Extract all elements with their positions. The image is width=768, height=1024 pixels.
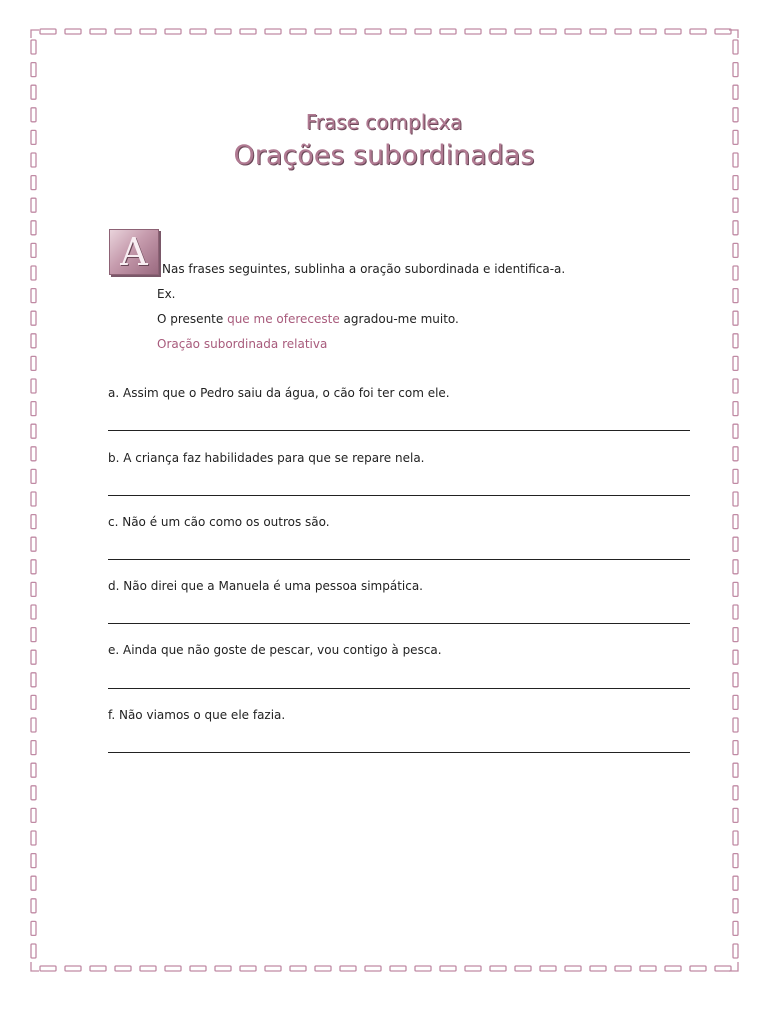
- border-segment: [290, 966, 306, 971]
- border-segment: [190, 29, 206, 34]
- border-segment: [733, 198, 738, 212]
- border-segment: [665, 966, 681, 971]
- border-segment: [315, 966, 331, 971]
- item-f: f. Não viamos o que ele fazia.: [108, 708, 286, 722]
- border-segment: [733, 63, 738, 77]
- border-segment: [640, 966, 656, 971]
- border-segment: [733, 831, 738, 845]
- border-segment: [31, 537, 36, 551]
- border-segment: [733, 266, 738, 280]
- border-segment: [31, 492, 36, 506]
- example-before: O presente: [157, 312, 228, 326]
- border-segment: [265, 29, 281, 34]
- border-segment: [190, 966, 206, 971]
- border-segment: [733, 356, 738, 370]
- item-c: c. Não é um cão como os outros são.: [108, 515, 330, 529]
- answer-line-e[interactable]: [108, 688, 690, 689]
- border-segment: [640, 29, 656, 34]
- item-a: a. Assim que o Pedro saiu da água, o cão foi ter com ele.: [108, 386, 450, 400]
- border-segment: [31, 718, 36, 732]
- border-segment: [31, 673, 36, 687]
- border-segment: [733, 243, 738, 257]
- border-segment: [733, 492, 738, 506]
- border-segment: [31, 402, 36, 416]
- border-segment: [315, 29, 331, 34]
- border-segment: [540, 29, 556, 34]
- border-segment: [240, 29, 256, 34]
- border-segment: [31, 786, 36, 800]
- border-segment: [733, 469, 738, 483]
- border-segment: [31, 63, 36, 77]
- item-e: e. Ainda que não goste de pescar, vou contigo à pesca.: [108, 643, 442, 657]
- border-segment: [31, 424, 36, 438]
- border-segment: [90, 29, 106, 34]
- border-segment: [590, 29, 606, 34]
- border-segment: [733, 650, 738, 664]
- answer-line-f[interactable]: [108, 752, 690, 753]
- border-segment: [733, 741, 738, 755]
- border-segment: [733, 334, 738, 348]
- border-segment: [240, 966, 256, 971]
- border-segment: [715, 966, 731, 971]
- border-segment: [65, 966, 81, 971]
- border-segment: [733, 221, 738, 235]
- border-segment: [733, 537, 738, 551]
- border-segment: [31, 831, 36, 845]
- border-segment: [465, 29, 481, 34]
- answer-line-a[interactable]: [108, 430, 690, 431]
- border-segment: [31, 334, 36, 348]
- border-segment: [31, 899, 36, 913]
- worksheet-title: Frase complexa: [305, 110, 463, 134]
- border-segment: [540, 966, 556, 971]
- border-segment: [733, 763, 738, 777]
- border-segment: [733, 424, 738, 438]
- border-segment: [590, 966, 606, 971]
- border-segment: [31, 289, 36, 303]
- border-segment: [31, 198, 36, 212]
- border-segment: [365, 29, 381, 34]
- border-segment: [665, 29, 681, 34]
- border-segment: [31, 356, 36, 370]
- answer-line-c[interactable]: [108, 559, 690, 560]
- border-segment: [733, 628, 738, 642]
- border-segment: [515, 29, 531, 34]
- border-segment: [31, 311, 36, 325]
- border-segment: [733, 560, 738, 574]
- border-corners: [31, 30, 738, 971]
- border-segment: [733, 695, 738, 709]
- border-segment: [733, 899, 738, 913]
- example-sentence: [157, 312, 459, 326]
- border-segment: [140, 966, 156, 971]
- border-segment: [31, 628, 36, 642]
- dropcap-ornament: [109, 229, 159, 275]
- border-segment: [165, 29, 181, 34]
- border-segment: [31, 85, 36, 99]
- example-answer: Oração subordinada relativa: [157, 337, 328, 351]
- border-segment: [565, 29, 581, 34]
- border-segment: [31, 221, 36, 235]
- border-segment: [31, 176, 36, 190]
- border-segment: [31, 266, 36, 280]
- example-label: Ex.: [157, 287, 176, 301]
- item-d: d. Não direi que a Manuela é uma pessoa simpática.: [108, 579, 423, 593]
- example-highlight: que me ofereceste: [227, 312, 340, 326]
- border-segment: [515, 966, 531, 971]
- border-segment: [690, 966, 706, 971]
- border-segment: [31, 763, 36, 777]
- border-segment: [31, 582, 36, 596]
- worksheet-subtitle: Orações subordinadas: [233, 140, 535, 171]
- border-segment: [733, 402, 738, 416]
- border-segment: [733, 673, 738, 687]
- border-segment: [31, 447, 36, 461]
- border-segment: [215, 966, 231, 971]
- border-segment: [415, 966, 431, 971]
- border-segment: [733, 176, 738, 190]
- border-segment: [115, 966, 131, 971]
- border-segment: [31, 921, 36, 935]
- border-segment: [390, 29, 406, 34]
- border-segment: [31, 515, 36, 529]
- border-segment: [390, 966, 406, 971]
- border-segment: [615, 29, 631, 34]
- border-segment: [215, 29, 231, 34]
- border-segment: [733, 85, 738, 99]
- border-segment: [340, 966, 356, 971]
- answer-line-b[interactable]: [108, 495, 690, 496]
- border-segment: [165, 966, 181, 971]
- example-after: agradou-me muito.: [339, 312, 459, 326]
- border-segment: [733, 582, 738, 596]
- border-segment: [733, 447, 738, 461]
- border-segment: [490, 966, 506, 971]
- instruction-text: Nas frases seguintes, sublinha a oração subordinada e identifica-a.: [162, 262, 566, 276]
- border-segment: [31, 876, 36, 890]
- border-segment: [733, 921, 738, 935]
- border-segment: [440, 29, 456, 34]
- border-segment: [733, 289, 738, 303]
- border-segment: [490, 29, 506, 34]
- border-segment: [565, 966, 581, 971]
- border-segment: [31, 560, 36, 574]
- border-segment: [31, 808, 36, 822]
- border-segment: [31, 650, 36, 664]
- border-segment: [733, 786, 738, 800]
- border-segment: [733, 605, 738, 619]
- border-segment: [31, 854, 36, 868]
- border-segment: [31, 741, 36, 755]
- border-segment: [733, 808, 738, 822]
- border-segment: [733, 944, 738, 958]
- border-segment: [340, 29, 356, 34]
- border-segment: [115, 29, 131, 34]
- border-segment: [365, 966, 381, 971]
- border-segment: [715, 29, 731, 34]
- border-segment: [65, 29, 81, 34]
- border-segment: [733, 311, 738, 325]
- border-segment: [615, 966, 631, 971]
- item-b: b. A criança faz habilidades para que se repare nela.: [108, 451, 425, 465]
- dropcap-letter: A: [120, 230, 148, 274]
- border-segment: [733, 718, 738, 732]
- border-segment: [31, 695, 36, 709]
- border-segment: [31, 40, 36, 54]
- border-segment: [465, 966, 481, 971]
- border-segment: [31, 243, 36, 257]
- border-segment: [40, 966, 56, 971]
- border-segment: [690, 29, 706, 34]
- border-segment: [31, 379, 36, 393]
- border-segment: [733, 379, 738, 393]
- border-segment: [90, 966, 106, 971]
- border-segment: [440, 966, 456, 971]
- border-segment: [31, 469, 36, 483]
- border-segment: [733, 854, 738, 868]
- answer-line-d[interactable]: [108, 623, 690, 624]
- border-segment: [40, 29, 56, 34]
- border-segment: [290, 29, 306, 34]
- border-segment: [31, 944, 36, 958]
- border-segment: [265, 966, 281, 971]
- border-segment: [140, 29, 156, 34]
- border-segment: [31, 605, 36, 619]
- border-segment: [733, 876, 738, 890]
- border-segment: [733, 40, 738, 54]
- border-segment: [415, 29, 431, 34]
- border-segment: [733, 515, 738, 529]
